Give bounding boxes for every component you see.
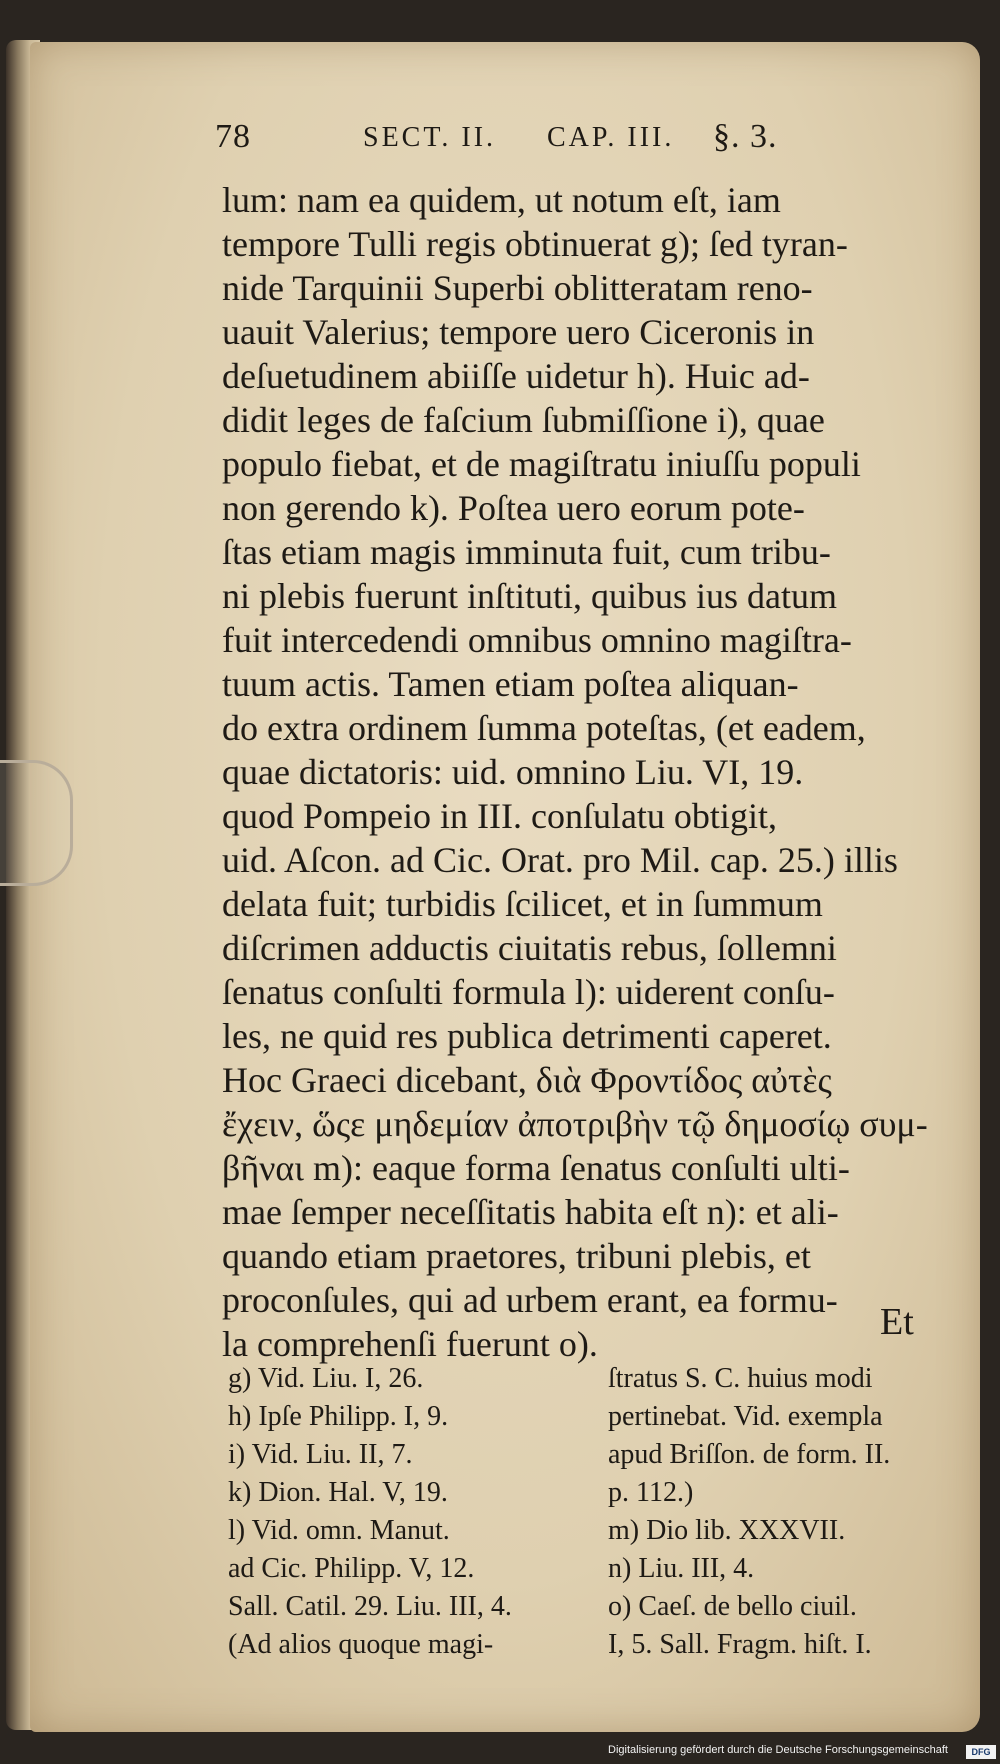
footnote-line: Sall. Catil. 29. Liu. III, 4. [228,1591,512,1622]
text-line: quae dictatoris: uid. omnino Liu. VI, 19. [222,752,804,792]
text-line: non gerendo k). Poſtea uero eorum pote- [222,488,805,528]
digitization-credit: Digitalisierung gefördert durch die Deutsche Forschungsgemeinschaft [608,1744,948,1756]
page-number: 78 [215,118,251,155]
dfg-logo: DFG [966,1745,996,1759]
text-line: mae ſemper neceſſitatis habita eſt n): et ali- [222,1192,839,1232]
footnote-line: m) Dio lib. XXXVII. [608,1515,846,1546]
text-line: populo fiebat, et de magiſtratu iniuſſu populi [222,444,861,484]
paragraph-label: §. 3. [713,118,778,155]
text-line: ſenatus conſulti formula l): uiderent conſu- [222,972,835,1012]
footnote-line: (Ad alios quoque magi- [228,1629,494,1660]
footnote-line: h) Ipſe Philipp. I, 9. [228,1401,449,1432]
text-line: ſtas etiam magis imminuta fuit, cum tribu- [222,532,831,572]
footnote-line: n) Liu. III, 4. [608,1553,755,1584]
chapter-label: CAP. III. [547,122,675,153]
text-line: Hoc Graeci dicebant, διὰ Φροντίδος αὐτὲς [222,1060,832,1100]
footnote-line: o) Caeſ. de bello ciuil. [608,1591,857,1622]
text-line: fuit intercedendi omnibus omnino magiſtra- [222,620,852,660]
running-header [215,118,815,168]
footnote-line: apud Briſſon. de form. II. [608,1439,891,1470]
footnote-line: I, 5. Sall. Fragm. hiſt. I. [608,1629,872,1660]
text-line: delata fuit; turbidis ſcilicet, et in ſummum [222,884,823,924]
footnotes-right-column [608,1360,968,1664]
footnote-line: k) Dion. Hal. V, 19. [228,1477,448,1508]
text-line: uauit Valerius; tempore uero Ciceronis in [222,312,815,352]
text-line: les, ne quid res publica detrimenti caperet. [222,1016,832,1056]
main-text [222,178,942,1366]
footnotes-left-column [228,1360,588,1664]
footnote-line: pertinebat. Vid. exempla [608,1401,883,1432]
text-line: uid. Aſcon. ad Cic. Orat. pro Mil. cap. 25.) illis [222,840,898,880]
text-line: proconſules, qui ad urbem erant, ea formu- [222,1280,838,1320]
text-line: ni plebis fuerunt inſtituti, quibus ius datum [222,576,837,616]
catchword: Et [880,1301,914,1343]
text-line: didit leges de faſcium ſubmiſſione i), quae [222,400,825,440]
text-line: quando etiam praetores, tribuni plebis, et [222,1236,811,1276]
page-clip [0,760,73,886]
text-line: lum: nam ea quidem, ut notum eſt, iam [222,180,781,220]
text-line: βῆναι m): eaque forma ſenatus conſulti ulti- [222,1148,850,1188]
footnote-line: l) Vid. omn. Manut. [228,1515,450,1546]
text-line: diſcrimen adductis ciuitatis rebus, ſollemni [222,928,837,968]
text-line: quod Pompeio in III. conſulatu obtigit, [222,796,777,836]
text-line: tempore Tulli regis obtinuerat g); ſed tyran- [222,224,848,264]
text-line: ἔχειν, ὥςε μηδεμίαν ἀποτριβὴν τῷ δημοσίῳ συμ- [222,1104,928,1144]
section-label: SECT. II. [363,122,497,153]
text-line: la comprehenſi fuerunt o). [222,1324,598,1364]
text-line: deſuetudinem abiiſſe uidetur h). Huic ad- [222,356,810,396]
footnote-line: g) Vid. Liu. I, 26. [228,1363,424,1394]
text-line: do extra ordinem ſumma poteſtas, (et eadem, [222,708,866,748]
footnote-line: i) Vid. Liu. II, 7. [228,1439,413,1470]
text-line: tuum actis. Tamen etiam poſtea aliquan- [222,664,799,704]
footnote-line: p. 112.) [608,1477,694,1508]
footnote-line: ſtratus S. C. huius modi [608,1363,873,1394]
footnote-line: ad Cic. Philipp. V, 12. [228,1553,475,1584]
text-line: nide Tarquinii Superbi oblitteratam reno- [222,268,813,308]
